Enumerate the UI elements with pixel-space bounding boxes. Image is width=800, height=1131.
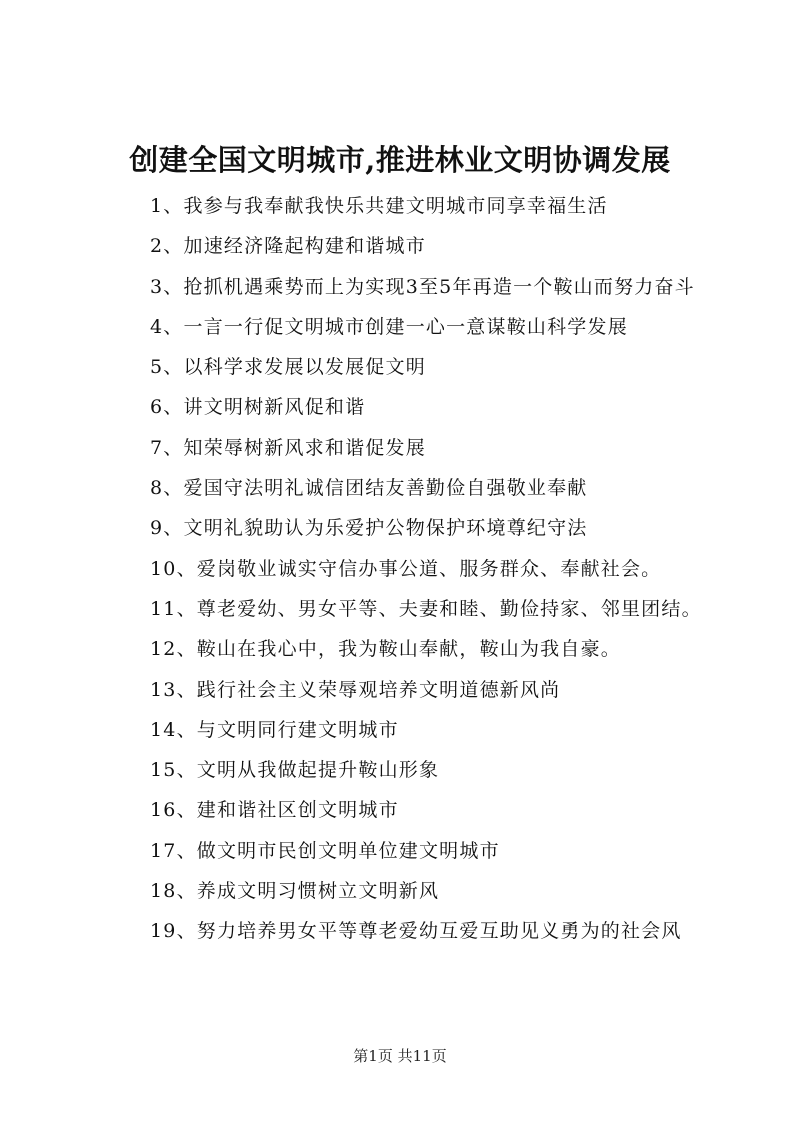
list-item: 1、我参与我奉献我快乐共建文明城市同享幸福生活 xyxy=(150,195,608,217)
list-item: 10、爱岗敬业诚实守信办事公道、服务群众、奉献社会。 xyxy=(150,557,662,580)
list-item: 8、爱国守法明礼诚信团结友善勤俭自强敬业奉献 xyxy=(150,477,588,500)
list-item: 5、以科学求发展以发展促文明 xyxy=(150,356,426,379)
list-item: 9、文明礼貌助认为乐爱护公物保护环境尊纪守法 xyxy=(150,517,588,540)
list-item: 15、文明从我做起提升鞍山形象 xyxy=(150,759,440,782)
list-item: 14、与文明同行建文明城市 xyxy=(150,718,399,741)
list-item: 18、养成文明习惯树立文明新风 xyxy=(150,880,440,903)
list-item: 16、建和谐社区创文明城市 xyxy=(150,799,399,822)
list-item: 2、加速经济隆起构建和谐城市 xyxy=(150,235,426,258)
list-item: 3、抢抓机遇乘势而上为实现3至5年再造一个鞍山而努力奋斗 xyxy=(150,275,695,298)
list-item: 11、尊老爱幼、男女平等、夫妻和睦、勤俭持家、邻里团结。 xyxy=(150,597,702,620)
slogan-list xyxy=(110,186,715,952)
page-footer: 第1页 共11页 xyxy=(353,1047,447,1065)
list-item: 6、讲文明树新风促和谐 xyxy=(150,396,366,419)
list-item: 12、鞍山在我心中，我为鞍山奉献，鞍山为我自豪。 xyxy=(150,638,621,661)
page-title: 创建全国文明城市,推进林业文明协调发展 xyxy=(129,143,671,177)
list-item: 19、努力培养男女平等尊老爱幼互爱互助见义勇为的社会风 xyxy=(150,920,682,943)
list-item: 4、一言一行促文明城市创建一心一意谋鞍山科学发展 xyxy=(150,315,628,338)
list-item: 17、做文明市民创文明单位建文明城市 xyxy=(150,839,500,862)
list-item: 7、知荣辱树新风求和谐促发展 xyxy=(150,436,426,459)
list-item: 13、践行社会主义荣辱观培养文明道德新风尚 xyxy=(150,678,561,701)
